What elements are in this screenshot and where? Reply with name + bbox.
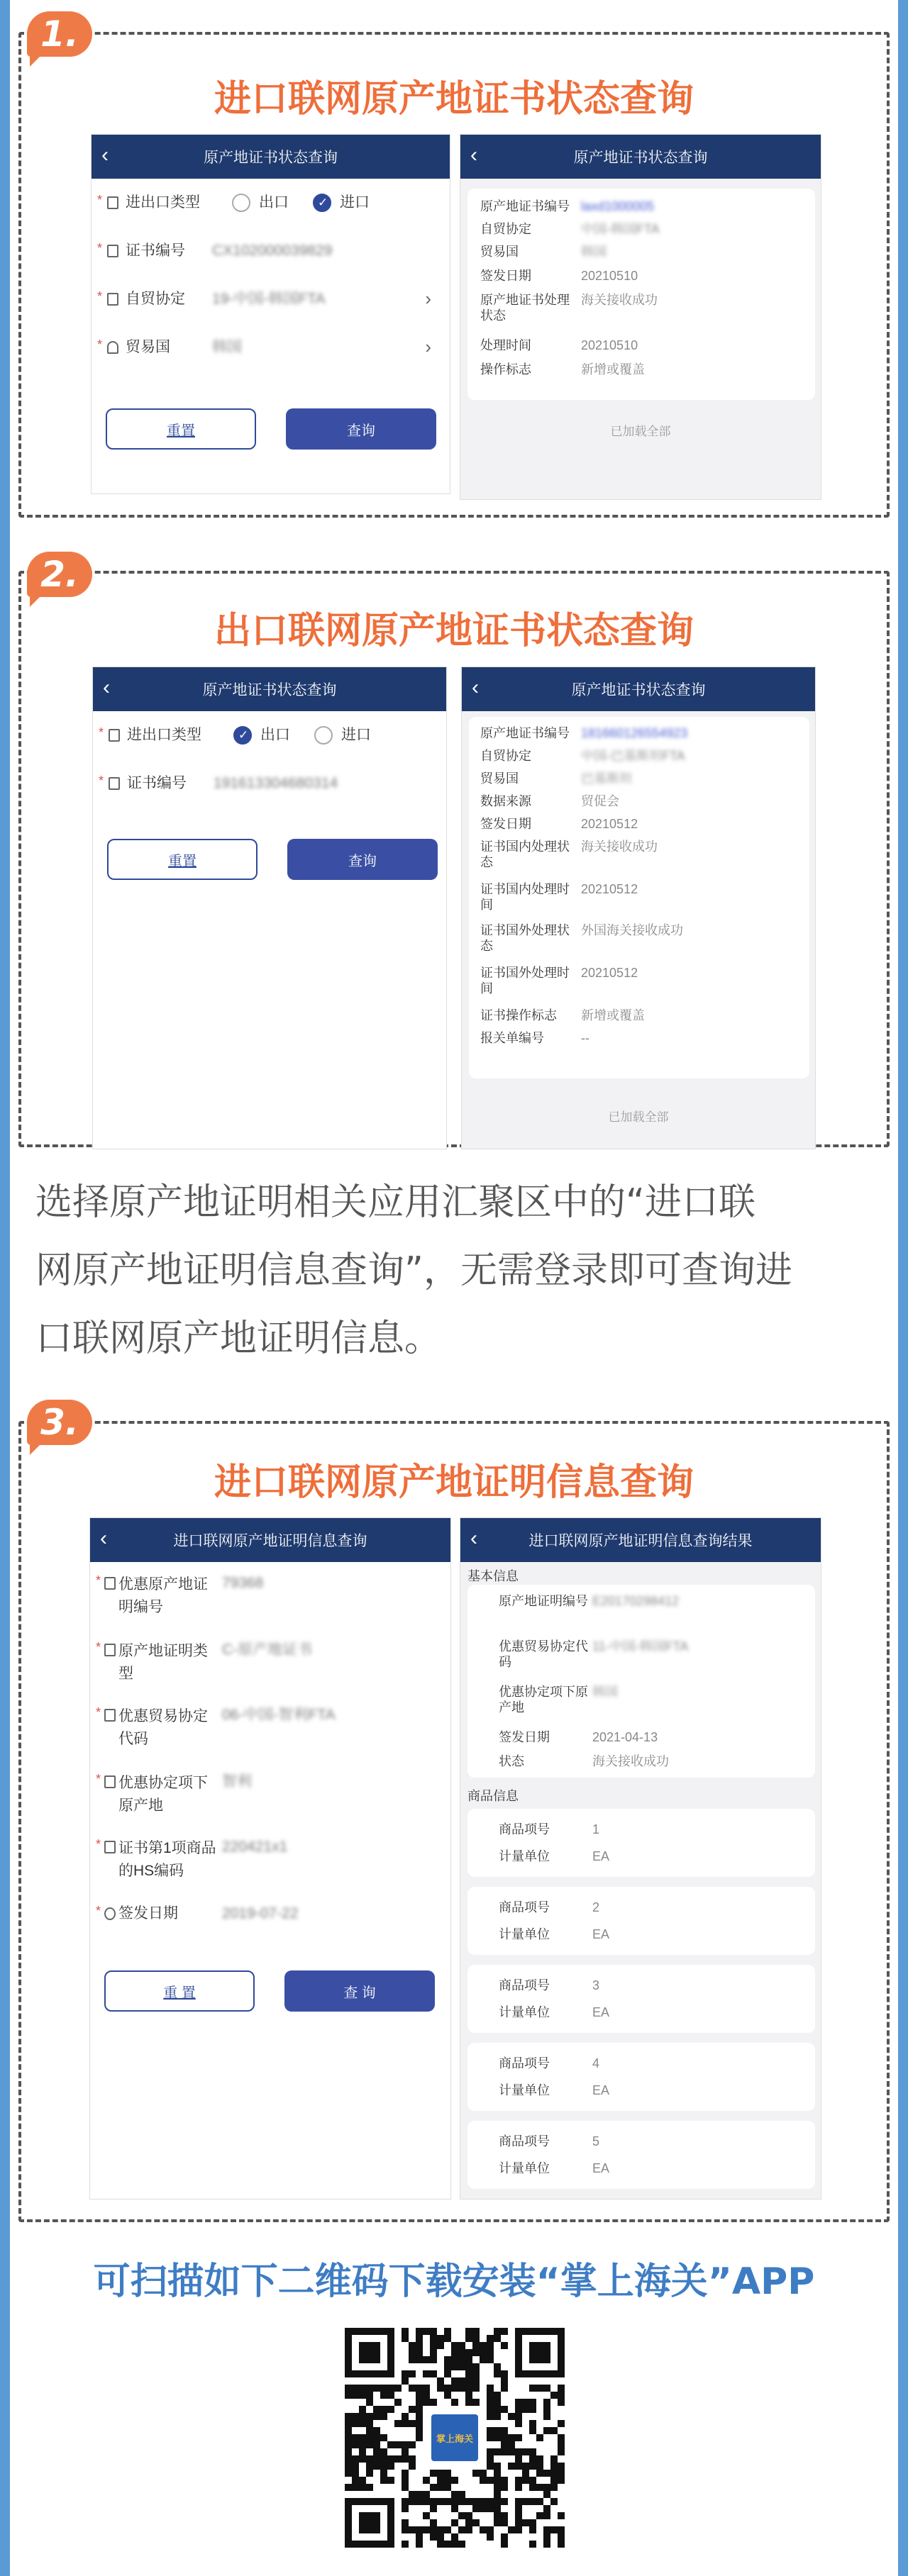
result-label: 证书国外处理状态 — [480, 923, 570, 953]
screen-header — [92, 135, 450, 179]
result-label: 自贸协定 — [480, 222, 531, 236]
required-marker: * — [97, 193, 103, 207]
required-marker: * — [96, 1837, 101, 1851]
required-marker: * — [96, 1640, 101, 1654]
fta-value[interactable]: 19-中国-韩国FTA — [212, 291, 326, 307]
section-export-cert-status — [18, 571, 890, 1147]
result-value: E20170298412 — [592, 1594, 680, 1608]
field-label: 证书第1项商品的HS编码 — [118, 1840, 216, 1879]
result-label: 证书国内处理时间 — [480, 882, 570, 912]
result-value: laxd1000005 — [581, 199, 655, 213]
screen-header — [460, 135, 821, 179]
goods-value: 3 — [592, 1978, 600, 1992]
radio-export-label: 出口 — [260, 727, 290, 743]
goods-value: EA — [592, 2005, 610, 2019]
required-marker: * — [97, 289, 103, 303]
field-label: 优惠贸易协定代码 — [118, 1708, 208, 1747]
document-icon — [104, 1709, 116, 1722]
goods-card — [467, 1809, 815, 1877]
right-frame-bar — [898, 0, 908, 2576]
result-screen — [460, 134, 821, 500]
document-icon — [104, 1775, 116, 1788]
back-arrow-icon[interactable]: ‹ — [472, 676, 479, 699]
field-label: 自贸协定 — [126, 291, 185, 307]
back-arrow-icon[interactable]: ‹ — [470, 143, 477, 167]
screen-header — [90, 1518, 450, 1562]
field-value[interactable]: C-原产地证书 — [222, 1641, 313, 1658]
document-icon — [107, 196, 118, 209]
section-title: 进口联网原产地证明信息查询 — [214, 1461, 694, 1504]
section-import-origin-info — [18, 1421, 890, 2222]
result-value: 韩国 — [592, 1685, 618, 1699]
download-title: 可扫描如下二维码下载安装“掌上海关”APP — [93, 2260, 815, 2303]
radio-export[interactable] — [232, 194, 250, 212]
field-value[interactable]: 79368 — [222, 1575, 264, 1591]
goods-label: 计量单位 — [499, 1849, 550, 1863]
cert-number-value[interactable]: CX102000039829 — [212, 242, 333, 259]
step-badge: 3. — [27, 1400, 92, 1445]
result-value: 中国-巴基斯坦FTA — [581, 749, 685, 763]
result-screen — [461, 667, 816, 1149]
result-label: 签发日期 — [480, 269, 531, 283]
goods-value: 1 — [592, 1822, 600, 1836]
screen-title: 原产地证书状态查询 — [571, 682, 706, 698]
goods-info-heading: 商品信息 — [467, 1789, 519, 1803]
paragraph-line: 选择原产地证明相关应用汇聚区中的“进口联 — [35, 1181, 755, 1224]
result-value: 海关接收成功 — [581, 293, 658, 307]
result-label: 数据来源 — [480, 794, 531, 808]
left-frame-bar — [0, 0, 10, 2576]
result-label: 原产地证书编号 — [480, 199, 570, 213]
screen-title: 原产地证书状态查询 — [202, 682, 337, 698]
goods-value: EA — [592, 1849, 610, 1863]
result-value: 2021-04-13 — [592, 1730, 658, 1744]
result-value: 海关接收成功 — [592, 1754, 669, 1768]
result-value: 外国海关接收成功 — [581, 923, 683, 937]
field-value[interactable]: 220421x1 — [222, 1839, 288, 1855]
result-value: 20210510 — [581, 269, 638, 283]
result-card — [467, 189, 815, 400]
goods-value: 5 — [592, 2134, 600, 2148]
field-value[interactable]: 智利 — [222, 1773, 252, 1790]
result-label: 贸易国 — [480, 245, 519, 259]
result-label: 证书国外处理时间 — [480, 966, 570, 996]
document-icon — [107, 293, 118, 306]
chevron-right-icon[interactable]: › — [425, 336, 431, 357]
result-value: 新增或覆盖 — [581, 362, 645, 377]
required-marker: * — [99, 725, 104, 740]
radio-import-checked[interactable] — [313, 194, 331, 212]
screen-title: 原产地证书状态查询 — [204, 150, 338, 166]
required-marker: * — [96, 1772, 101, 1786]
required-marker: * — [97, 338, 103, 352]
field-label: 签发日期 — [118, 1905, 178, 1922]
document-icon — [104, 1644, 116, 1656]
goods-label: 商品项号 — [499, 1900, 550, 1914]
reset-button[interactable]: 重置 — [107, 839, 258, 880]
result-label: 优惠贸易协定代码 — [499, 1639, 588, 1669]
back-arrow-icon[interactable]: ‹ — [103, 676, 110, 699]
paragraph-line: 口联网原产地证明信息。 — [35, 1317, 442, 1360]
goods-label: 商品项号 — [499, 1978, 550, 1992]
result-value: 11-中国-韩国FTA — [592, 1639, 689, 1654]
result-label: 原产地证书处理状态 — [480, 293, 570, 323]
screen-header — [93, 667, 446, 711]
result-label: 签发日期 — [499, 1730, 550, 1744]
goods-card — [467, 2121, 815, 2189]
app-logo-text: 掌上海关 — [436, 2433, 473, 2444]
result-screen — [460, 1517, 821, 2199]
result-label: 状态 — [499, 1754, 524, 1768]
goods-label: 商品项号 — [499, 1822, 550, 1836]
reset-button[interactable]: 重 置 — [104, 1970, 255, 2012]
goods-label: 计量单位 — [499, 2005, 550, 2019]
screen-header — [462, 667, 815, 711]
result-label: 优惠协定项下原产地 — [499, 1685, 588, 1714]
radio-import[interactable] — [314, 726, 333, 745]
step-badge: 1. — [27, 11, 92, 57]
reset-button[interactable]: 重置 — [106, 408, 256, 450]
document-icon — [109, 777, 120, 790]
result-value: 中国-韩国FTA — [581, 222, 660, 236]
back-arrow-icon[interactable]: ‹ — [100, 1527, 107, 1550]
screen-title: 原产地证书状态查询 — [573, 150, 708, 166]
field-label: 原产地证明类型 — [118, 1643, 208, 1682]
required-marker: * — [97, 241, 103, 255]
goods-label: 计量单位 — [499, 2161, 550, 2175]
back-arrow-icon[interactable]: ‹ — [470, 1527, 477, 1550]
goods-value: 2 — [592, 1900, 600, 1914]
field-value[interactable]: 2019-07-22 — [222, 1905, 299, 1922]
result-label: 原产地证书编号 — [480, 726, 570, 740]
required-marker: * — [96, 1904, 101, 1918]
result-value: 海关接收成功 — [581, 840, 658, 854]
section-title: 出口联网原产地证书状态查询 — [214, 610, 694, 652]
document-icon — [104, 1577, 116, 1590]
clock-icon — [104, 1907, 116, 1920]
chevron-right-icon[interactable]: › — [425, 288, 431, 309]
result-value: -- — [581, 1031, 589, 1045]
back-arrow-icon[interactable]: ‹ — [101, 143, 109, 167]
result-label: 原产地证明编号 — [499, 1594, 588, 1608]
result-label: 处理时间 — [480, 338, 531, 352]
screen-header — [460, 1518, 821, 1562]
result-label: 证书操作标志 — [480, 1008, 557, 1022]
query-form-screen — [91, 134, 450, 494]
app-logo-icon — [428, 2411, 481, 2464]
qr-code[interactable] — [345, 2328, 565, 2548]
result-value: 20210512 — [581, 966, 638, 980]
result-value: 181660126554923 — [581, 726, 688, 740]
screen-title: 进口联网原产地证明信息查询 — [173, 1533, 367, 1549]
goods-label: 计量单位 — [499, 2083, 550, 2097]
goods-value: EA — [592, 2083, 610, 2097]
result-value: 20210512 — [581, 882, 638, 896]
goods-value: EA — [592, 1927, 610, 1941]
section-title: 进口联网原产地证书状态查询 — [214, 78, 694, 121]
radio-export-label: 出口 — [259, 194, 289, 211]
field-label: 贸易国 — [126, 339, 170, 355]
radio-import-label: 进口 — [340, 194, 370, 211]
field-label: 证书编号 — [127, 775, 187, 791]
document-icon — [109, 729, 120, 742]
goods-label: 商品项号 — [499, 2134, 550, 2148]
field-label: 进出口类型 — [126, 194, 200, 211]
result-label: 签发日期 — [480, 817, 531, 831]
result-label: 贸易国 — [480, 771, 519, 786]
query-form-screen — [92, 667, 447, 1149]
required-marker: * — [96, 1573, 101, 1588]
result-label: 报关单编号 — [480, 1031, 544, 1045]
screen-title: 进口联网原产地证明信息查询结果 — [528, 1533, 753, 1549]
field-label: 进出口类型 — [127, 727, 201, 743]
document-icon — [107, 245, 118, 257]
goods-card — [467, 1887, 815, 1955]
required-marker: * — [99, 774, 104, 788]
field-label: 证书编号 — [126, 242, 185, 259]
radio-import-label: 进口 — [341, 727, 371, 743]
loaded-all-text: 已加载全部 — [608, 1110, 669, 1124]
goods-label: 商品项号 — [499, 2056, 550, 2070]
query-button[interactable]: 查询 — [287, 839, 438, 880]
result-value: 巴基斯坦 — [581, 771, 632, 786]
country-value[interactable]: 韩国 — [212, 339, 242, 355]
cert-number-value[interactable]: 191613304680314 — [214, 775, 338, 791]
result-value: 韩国 — [581, 245, 607, 259]
result-label: 操作标志 — [480, 362, 531, 377]
result-value: 20210512 — [581, 817, 638, 831]
field-label: 优惠原产地证明编号 — [118, 1576, 208, 1615]
result-label: 证书国内处理状态 — [480, 840, 570, 869]
query-form-screen — [89, 1517, 451, 2199]
paragraph-line: 网原产地证明信息查询”，无需登录即可查询进 — [35, 1249, 792, 1292]
result-card — [469, 717, 809, 1078]
query-button[interactable]: 查 询 — [284, 1970, 435, 2012]
result-value: 贸促会 — [581, 794, 619, 808]
intro-paragraph — [35, 1169, 880, 1373]
goods-value: 4 — [592, 2056, 600, 2070]
section-import-cert-status — [18, 32, 890, 518]
loaded-all-text: 已加载全部 — [610, 425, 671, 438]
required-marker: * — [96, 1705, 101, 1719]
result-value: 20210510 — [581, 338, 638, 352]
result-value: 新增或覆盖 — [581, 1008, 645, 1022]
goods-card — [467, 2043, 815, 2111]
basic-info-card — [467, 1585, 815, 1778]
radio-export-checked[interactable] — [233, 726, 252, 745]
home-icon — [107, 341, 118, 354]
query-button[interactable]: 查询 — [286, 408, 436, 450]
step-badge: 2. — [27, 552, 92, 597]
goods-label: 计量单位 — [499, 1927, 550, 1941]
field-value[interactable]: 06-中国-智利FTA — [222, 1707, 336, 1723]
field-label: 优惠协定项下原产地 — [118, 1775, 208, 1814]
result-label: 自贸协定 — [480, 749, 531, 763]
goods-value: EA — [592, 2161, 610, 2175]
goods-card — [467, 1965, 815, 2033]
basic-info-heading: 基本信息 — [467, 1569, 519, 1583]
document-icon — [104, 1841, 116, 1853]
